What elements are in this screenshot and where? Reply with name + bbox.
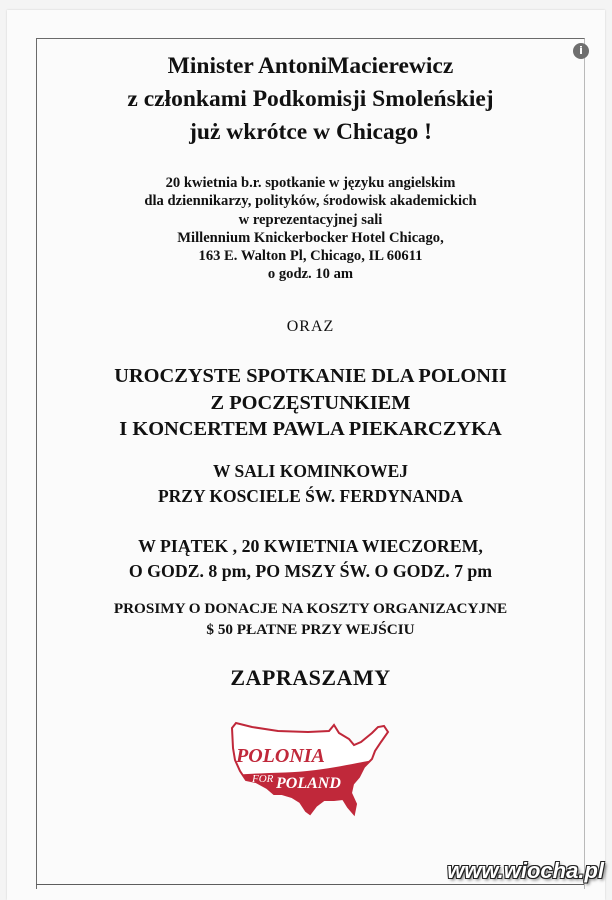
event-line: I KONCERTEM PAWLA PIEKARCZYKA	[119, 418, 502, 440]
wiocha-watermark: www.wiocha.pl	[447, 858, 604, 883]
polonia-for-poland-logo	[226, 718, 394, 828]
logo-text-polonia: POLONIA	[236, 745, 325, 767]
invitation	[37, 665, 584, 691]
venue-line: PRZY KOSCIELE ŚW. FERDYNANDA	[157, 486, 463, 506]
venue-info	[37, 459, 584, 509]
time-line: W PIĄTEK , 20 KWIETNIA WIECZOREM,	[138, 536, 483, 556]
info-icon[interactable]: i	[573, 43, 589, 59]
details-line: Millennium Knickerbocker Hotel Chicago,	[177, 229, 444, 246]
venue-line: W SALI KOMINKOWEJ	[212, 461, 409, 481]
event-line: UROCZYSTE SPOTKANIE DLA POLONII	[114, 365, 507, 387]
details-line: o godz. 10 am	[267, 266, 354, 283]
oraz-text: ORAZ	[286, 318, 335, 335]
details-line: 163 E. Walton Pl, Chicago, IL 60611	[198, 248, 423, 265]
logo-text-for: FOR	[252, 773, 274, 785]
invite-text: ZAPRASZAMY	[230, 665, 391, 690]
flyer-bottom-line	[36, 884, 584, 885]
title-line: już wkrótce w Chicago !	[189, 119, 432, 145]
donation-line: $ 50 PŁATNE PRZY WEJŚCIU	[206, 620, 415, 638]
title-line: z członkami Podkomisji Smoleńskiej	[127, 86, 494, 112]
title-line: Minister AntoniMacierewicz	[167, 53, 454, 79]
oraz-divider	[37, 318, 584, 336]
press-meeting-details	[37, 174, 584, 284]
details-line: w reprezentacyjnej sali	[238, 211, 383, 228]
donation-info	[37, 599, 584, 640]
details-line: dla dziennikarzy, polityków, środowisk akademickich	[144, 193, 477, 210]
logo-text-poland: POLAND	[276, 775, 341, 792]
time-info	[37, 534, 584, 584]
donation-line: PROSIMY O DONACJE NA KOSZTY ORGANIZACYJNE	[113, 600, 508, 617]
event-line: Z POCZĘSTUNKIEM	[210, 391, 411, 414]
details-line: 20 kwietnia b.r. spotkanie w języku angielskim	[165, 175, 456, 191]
celebration-event	[37, 363, 584, 443]
time-line: O GODZ. 8 pm, PO MSZY ŚW. O GODZ. 7 pm	[128, 561, 493, 581]
flyer-title	[37, 50, 584, 149]
